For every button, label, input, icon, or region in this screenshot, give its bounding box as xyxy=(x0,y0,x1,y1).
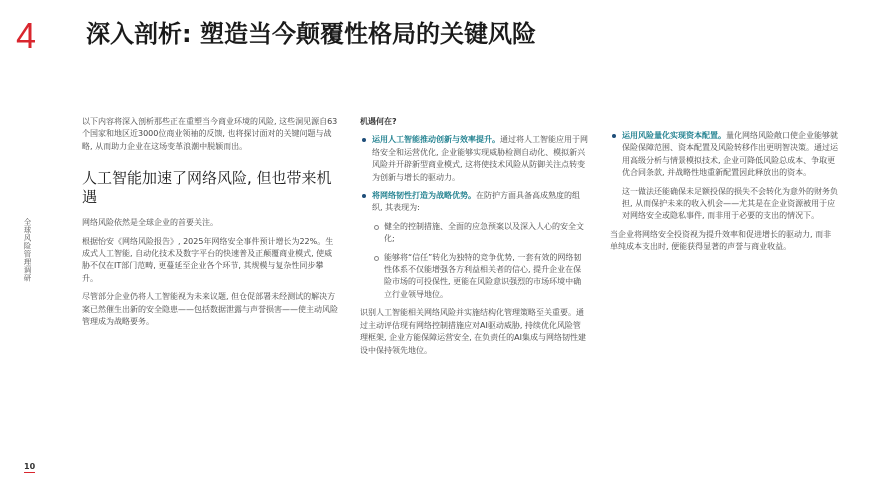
bullet-ai-innovation xyxy=(360,134,588,184)
bullet-risk-quantification xyxy=(610,130,838,180)
page-number: 10 xyxy=(24,462,36,471)
chapter-number: 4 xyxy=(16,15,37,56)
paragraph-1: 网络风险依然是全球企业的首要关注。 xyxy=(82,218,218,228)
sub-bullet-trust: 能够将“信任”转化为独特的竞争优势, 一套有效的网络韧性体系不仅能增强各方利益相关者的信心, 提升企业在保险市场的可投保性, 更能在风险意识强烈的市场环境中确立行业领导地位。 xyxy=(360,252,588,302)
paragraph-3: 尽管部分企业仍将人工智能视为未来议题, 但仓促部署未经测试的解决方案已然催生出新的安全隐患——包括数据泄露与声誉损害——使主动风险管理成为战略要务。 xyxy=(82,292,338,327)
side-label: 全球风险管理调研 xyxy=(23,218,32,282)
closing-paragraph: 识别人工智能相关网络风险并实施结构化管理策略至关重要。通过主动评估现有网络控制措施应对AI驱动威胁, 持续优化风险管理框架, 企业方能保障运营安全, 在负责任的AI集成与网络韧性建设中保持领先地位。 xyxy=(360,308,587,355)
bullet-text: 在防护方面具备高成熟度的组织, 其表现为: xyxy=(372,191,580,213)
bullet-lead: 将网络韧性打造为战略优势。 xyxy=(372,191,476,201)
bullet-lead: 运用人工智能推动创新与效率提升。 xyxy=(372,135,500,145)
bullet-continuation: 这一做法还能确保未足额投保的损失不会转化为意外的财务负担, 从而保护未来的收入机会——尤其是在企业资源被用于应对网络安全或隐私事件, 而非用于必要的支出的情况下。 xyxy=(622,186,838,221)
page-title: 深入剖析: 塑造当今颠覆性格局的关键风险 xyxy=(86,20,536,48)
sub-bullet-controls: 健全的控制措施、全面的应急预案以及深入人心的安全文化; xyxy=(360,221,588,246)
bullet-lead: 运用风险量化实现资本配置。 xyxy=(622,131,726,140)
closing-paragraph: 当企业将网络安全投资视为提升效率和促进增长的驱动力, 而非单纯成本支出时, 便能获得显著的声誉与商业收益。 xyxy=(610,229,832,252)
column-middle xyxy=(360,116,588,363)
intro-paragraph: 以下内容将深入剖析那些正在重塑当今商业环境的风险, 这些洞见源自63个国家和地区近3000位商业领袖的反馈, 也将探讨面对的关键问题与战略, 从而助力企业在这场变革浪潮中脱颖而出。 xyxy=(82,117,338,151)
bullet-cyber-resilience xyxy=(360,190,588,215)
paragraph-2: 根据怡安《网络风险报告》, 2025年网络安全事件预计增长为22%。生成式人工智能, 自动化技术及数字平台的快速普及正颠覆商业模式, 使威胁不仅在IT部门范畴, 更蔓延至企业各个环节, 其规模与复杂性同步攀升。 xyxy=(82,236,334,283)
section-heading: 人工智能加速了网络风险, 但也带来机遇 xyxy=(82,169,332,207)
column-right xyxy=(610,130,838,260)
bullet-text: 通过将人工智能应用于网络安全和运营优化, 企业能够实现威胁检测自动化、模拟新兴风险并开辟新型商业模式, 这将使技术风险从防御关注点转变为创新与增长的驱动力。 xyxy=(372,135,588,182)
opportunities-heading: 机遇何在? xyxy=(360,117,397,126)
bullet-text: 量化网络风险敞口使企业能够就保险保障范围、资本配置及风险转移作出更明智决策。通过运用高级分析与情景模拟技术, 企业可降低风险总成本、争取更优合同条款, 并战略性地重新配置因此释放出的资本。 xyxy=(622,131,838,178)
column-left xyxy=(82,116,338,334)
